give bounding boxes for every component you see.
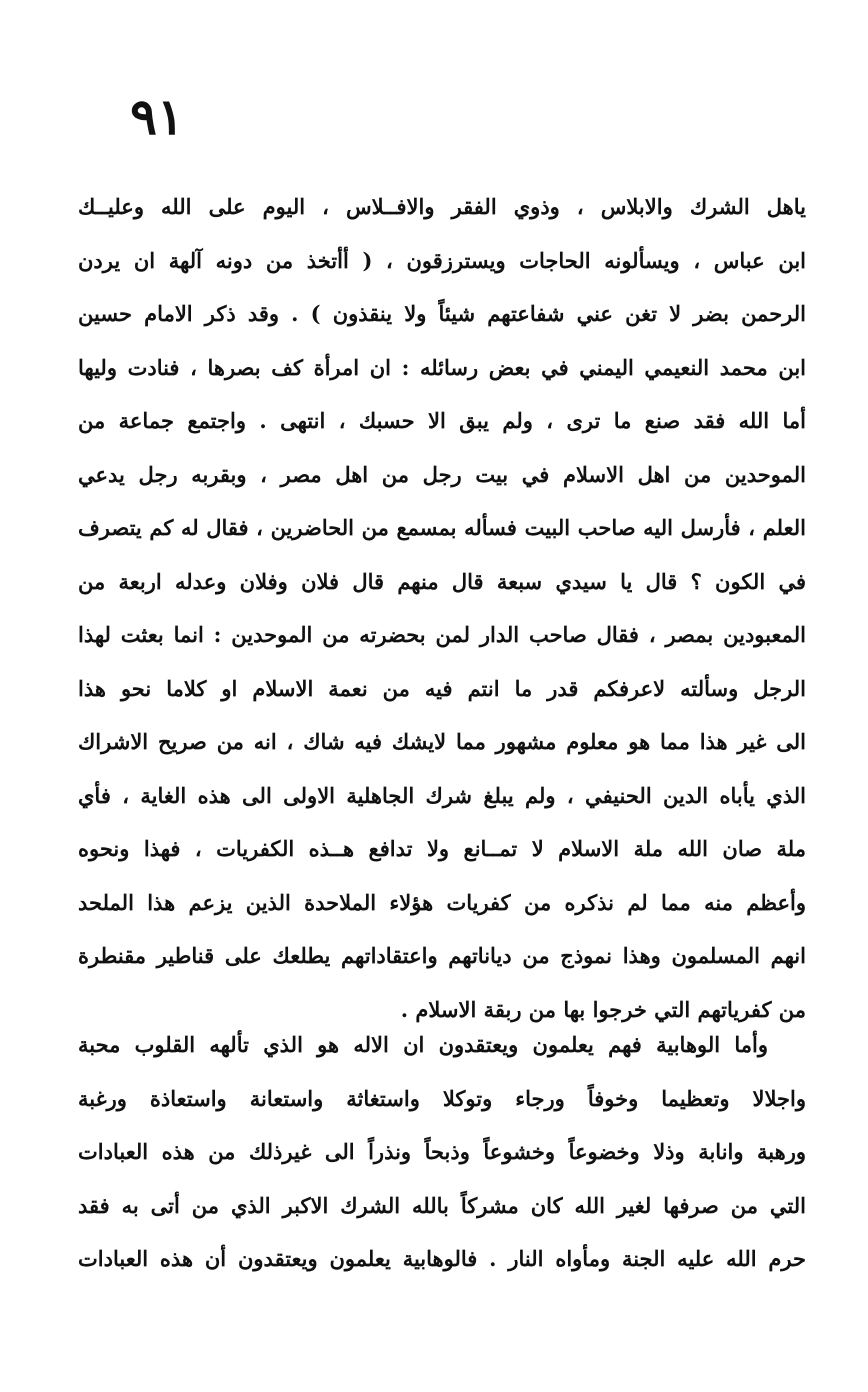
page-number: ٩١ — [130, 87, 184, 146]
paragraph-1 — [78, 180, 806, 1036]
text-line: ورهبة وانابة وذلا وخضوعاً وخشوعاً وذبحاً ونذراً الى غيرذلك من هذه العبادات — [78, 1139, 806, 1164]
text-line: ملة صان الله ملة الاسلام لا تمــانع ولا تدافع هــذه الكفريات ، فهذا ونحوه — [78, 836, 806, 861]
text-line: واجلالا وتعظيما وخوفاً ورجاء وتوكلا واستغاثة واستعانة واستعاذة ورغبة — [78, 1085, 806, 1111]
text-line: المعبودين بمصر ، فقال صاحب الدار لمن بحضرته من الموحدين : انما بعثت لهذا — [78, 622, 806, 647]
text-line: التي من صرفها لغير الله كان مشركاً بالله الشرك الاكبر الذي من أتى به فقد — [78, 1192, 806, 1218]
text-line: وأعظم منه مما لم نذكره من كفريات هؤلاء الملاحدة الذين يزعم هذا الملحد — [78, 889, 806, 915]
text-line: الى غير هذا مما هو معلوم مشهور مما لايشك فيه شاك ، انه من صريح الاشراك — [78, 729, 806, 754]
text-line: العلم ، فأرسل اليه صاحب البيت فسأله بمسمع من الحاضرين ، فقال له كم يتصرف — [78, 515, 806, 540]
text-line: الموحدين من اهل الاسلام في بيت رجل من اهل مصر ، وبقربه رجل يدعي — [78, 461, 806, 487]
text-line: حرم الله عليه الجنة ومأواه النار . فالوهابية يعلمون ويعتقدون أن هذه العبادات — [78, 1246, 806, 1271]
text-line: وأما الوهابية فهم يعلمون ويعتقدون ان الاله هو الذي تألهه القلوب محبة — [78, 1032, 768, 1057]
text-line: أما الله فقد صنع ما ترى ، ولم يبق الا حسبك ، انتهى . واجتمع جماعة من — [78, 408, 806, 433]
text-line: ابن محمد النعيمي اليمني في بعض رسائله : ان امرأة كف بصرها ، فنادت وليها — [78, 354, 806, 380]
paragraph-2 — [78, 1018, 806, 1286]
text-line: الذي يأباه الدين الحنيفي ، ولم يبلغ شرك الجاهلية الاولى الى هذه الغاية ، فأي — [78, 782, 806, 808]
text-line: الرجل وسألته لاعرفكم قدر ما انتم فيه من نعمة الاسلام او كلاما نحو هذا — [78, 675, 806, 701]
text-line: انهم المسلمون وهذا نموذج من دياناتهم واعتقاداتهم يطلعك على قناطير مقنطرة — [78, 943, 806, 968]
text-line: الرحمن بضر لا تغن عني شفاعتهم شيئاً ولا ينقذون ) . وقد ذكر الامام حسين — [78, 301, 806, 326]
text-line: ابن عباس ، ويسألونه الحاجات ويسترزقون ، ( أأتخذ من دونه آلهة ان يردن — [78, 247, 806, 273]
text-line: ياهل الشرك والابلاس ، وذوي الفقر والافــلاس ، اليوم على الله وعليــك — [78, 194, 806, 219]
text-line: من كفرياتهم التي خرجوا بها من ربقة الاسلام . — [400, 996, 806, 1022]
text-line: في الكون ؟ قال يا سيدي سبعة قال منهم قال فلان وفلان وعدله اربعة من — [78, 568, 806, 594]
